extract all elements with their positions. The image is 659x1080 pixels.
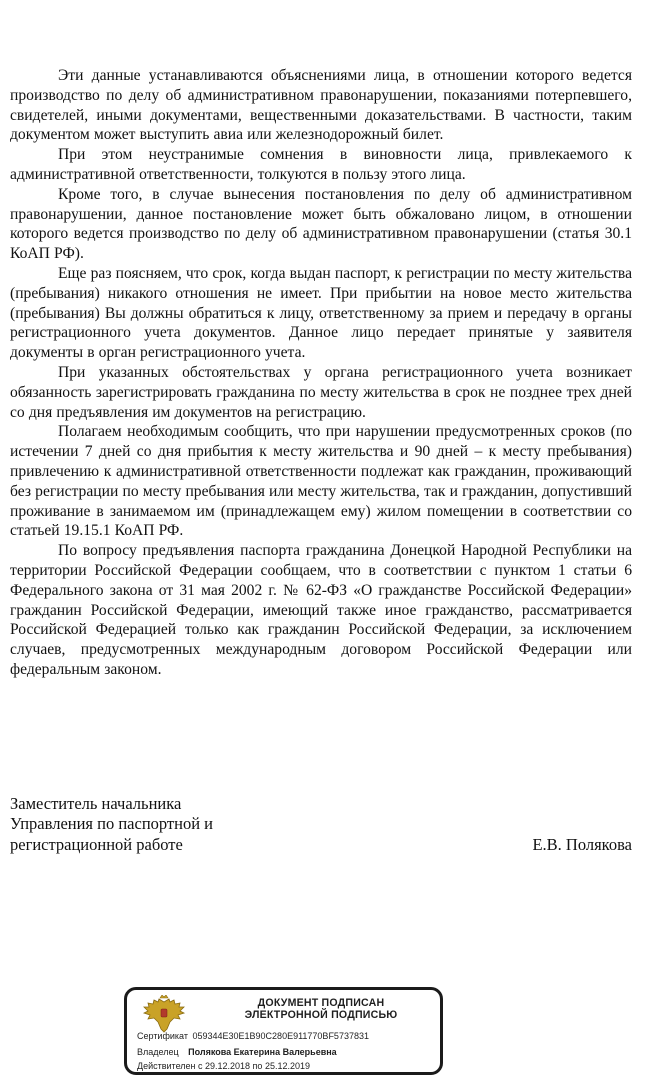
paragraph-citizenship: По вопросу предъявления паспорта гражданина Донецкой Народной Республики на территории Российской Федерации сообщаем, что в соответствии с пунктом 1 статьи 6 Федерального закона от 31 мая 2002 г. № 62-ФЗ «О гражданстве Российской Федерации» гражданин Российской Федерации, имеющий также иное гражданство, рассматривается Российской Федерацией только как гражданин Российской Федерации, за исключением случаев, предусмотренных международным договором Российской Федерации или федеральным законом. — [10, 542, 632, 678]
stamp-title-line: ДОКУМЕНТ ПОДПИСАН — [257, 997, 385, 1009]
signer-position-line: Заместитель начальника — [10, 794, 182, 813]
paragraph-doubt: При этом неустранимые сомнения в виновности лица, привлекаемого к административной ответственности, толкуются в пользу этого лица. — [10, 146, 632, 183]
paragraph-registration-duty: При указанных обстоятельствах у органа регистрационного учета возникает обязанность зарегистрировать гражданина по месту жительства в срок не позднее трех дней со дня предъявления им документов на регистрацию. — [10, 363, 632, 421]
validity-row: Действителен с 29.12.2018 по 25.12.2019 — [137, 1061, 310, 1071]
owner-value: Полякова Екатерина Валерьевна — [188, 1047, 337, 1057]
letter-body — [10, 66, 632, 680]
double-headed-eagle-icon — [141, 995, 187, 1035]
stamp-title — [211, 997, 431, 1022]
certificate-label: Сертификат — [137, 1031, 188, 1041]
paragraph-passport-date: Еще раз поясняем, что срок, когда выдан паспорт, к регистрации по месту жительства (пребывания) никакого отношения не имеет. При прибытии на новое место жительства (пребывания) Вы должны обратиться к лицу, ответственному за прием и передачу в органы регистрационного учета документов. Данное лицо передает принятые у заявителя документы в орган регистрационного учета. — [10, 264, 632, 362]
paragraph-liability: Полагаем необходимым сообщить, что при нарушении предусмотренных сроков (по истечении 7 дней со дня прибытия к месту жительства и 90 дней – к месту пребывания) привлечению к административной ответственности подлежат как гражданин, проживающий без регистрации по месту пребывания или месту жительства, так и гражданин, допустивший проживание в занимаемом им (принадлежащем ему) жилом помещении в соответствии со статьей 19.15.1 КоАП РФ. — [10, 423, 632, 540]
owner-row — [137, 1047, 337, 1058]
signer-position-line: регистрационной работе — [10, 834, 183, 854]
certificate-value: 059344E30E1B90C280E911770BF5737831 — [192, 1031, 369, 1041]
electronic-signature-stamp — [124, 987, 443, 1075]
certificate-row — [137, 1031, 369, 1042]
stamp-title-line: ЭЛЕКТРОННОЙ ПОДПИСЬЮ — [244, 1009, 398, 1022]
signer-name: Е.В. Полякова — [532, 834, 632, 854]
signer-position-line: Управления по паспортной и — [10, 814, 214, 834]
owner-label: Владелец — [137, 1047, 179, 1057]
paragraph-evidence: Эти данные устанавливаются объяснениями лица, в отношении которого ведется производство по делу об административном правонарушении, показаниями потерпевшего, свидетелей, иными документами, вещественными доказательствами. В частности, таким документом может выступить авиа или железнодорожный билет. — [10, 67, 632, 144]
paragraph-appeal: Кроме того, в случае вынесения постановления по делу об административном правонарушении, данное постановление может быть обжаловано лицом, в отношении которого ведется производство по делу об административном правонарушении (статья 30.1 КоАП РФ). — [10, 185, 632, 263]
signature-block — [10, 794, 632, 855]
